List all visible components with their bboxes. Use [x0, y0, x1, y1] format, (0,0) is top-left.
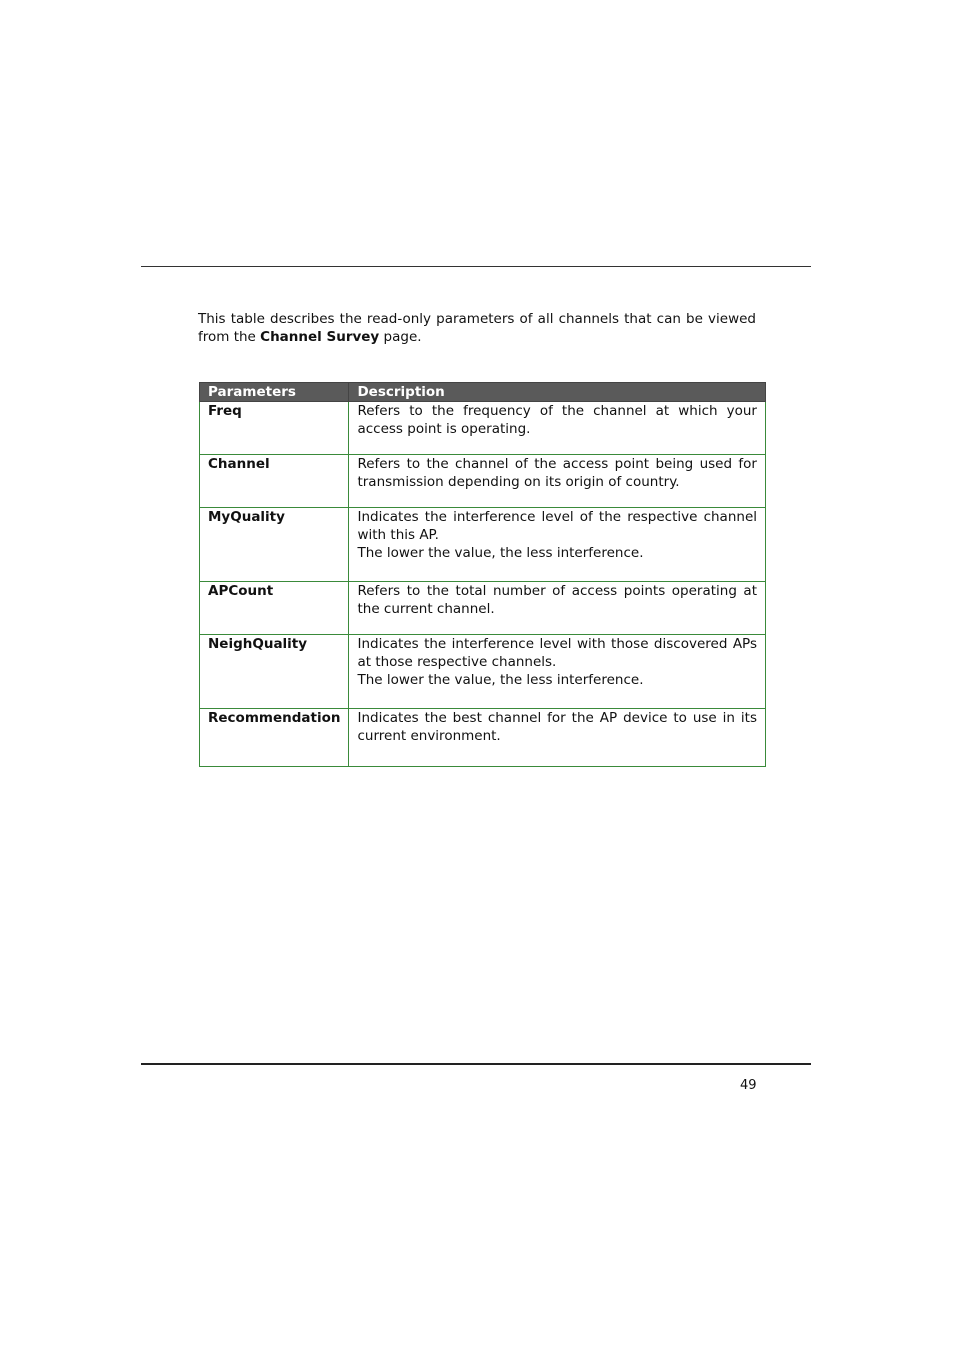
table-row — [200, 582, 766, 635]
description-line: Indicates the interference level with those discovered APs at those respective channels. — [357, 636, 757, 670]
header-parameters: Parameters — [200, 383, 349, 402]
param-name: MyQuality — [200, 508, 349, 582]
intro-text-after: page. — [379, 329, 422, 345]
description-line: The lower the value, the less interference. — [357, 545, 644, 561]
param-description — [349, 635, 766, 709]
param-description — [349, 455, 766, 508]
param-name: Channel — [200, 455, 349, 508]
page-number: 49 — [740, 1078, 757, 1093]
param-name: Recommendation — [200, 709, 349, 767]
description-line: Refers to the frequency of the channel at which your access point is operating. — [357, 403, 757, 437]
param-description — [349, 709, 766, 767]
intro-paragraph — [198, 310, 756, 346]
description-line: Refers to the channel of the access point being used for transmission depending on its origin of country. — [357, 456, 757, 490]
param-name: Freq — [200, 402, 349, 455]
description-line: Refers to the total number of access points operating at the current channel. — [357, 583, 757, 617]
intro-bold-term: Channel Survey — [260, 329, 380, 345]
header-rule — [141, 266, 811, 267]
table-row — [200, 455, 766, 508]
param-name: NeighQuality — [200, 635, 349, 709]
param-description — [349, 402, 766, 455]
header-description: Description — [349, 383, 766, 402]
table-row — [200, 508, 766, 582]
description-line: Indicates the interference level of the respective channel with this AP. — [357, 509, 757, 543]
table-header-row — [200, 383, 766, 402]
table-row — [200, 402, 766, 455]
footer-rule — [141, 1063, 811, 1065]
table-row — [200, 635, 766, 709]
param-name: APCount — [200, 582, 349, 635]
description-line: Indicates the best channel for the AP device to use in its current environment. — [357, 710, 757, 744]
param-description — [349, 582, 766, 635]
intro-text-before: This table describes the read-only parameters of all channels that can be viewed from the — [198, 311, 756, 345]
table-row — [200, 709, 766, 767]
parameters-table — [199, 382, 766, 767]
description-line: The lower the value, the less interference. — [357, 672, 644, 688]
param-description — [349, 508, 766, 582]
